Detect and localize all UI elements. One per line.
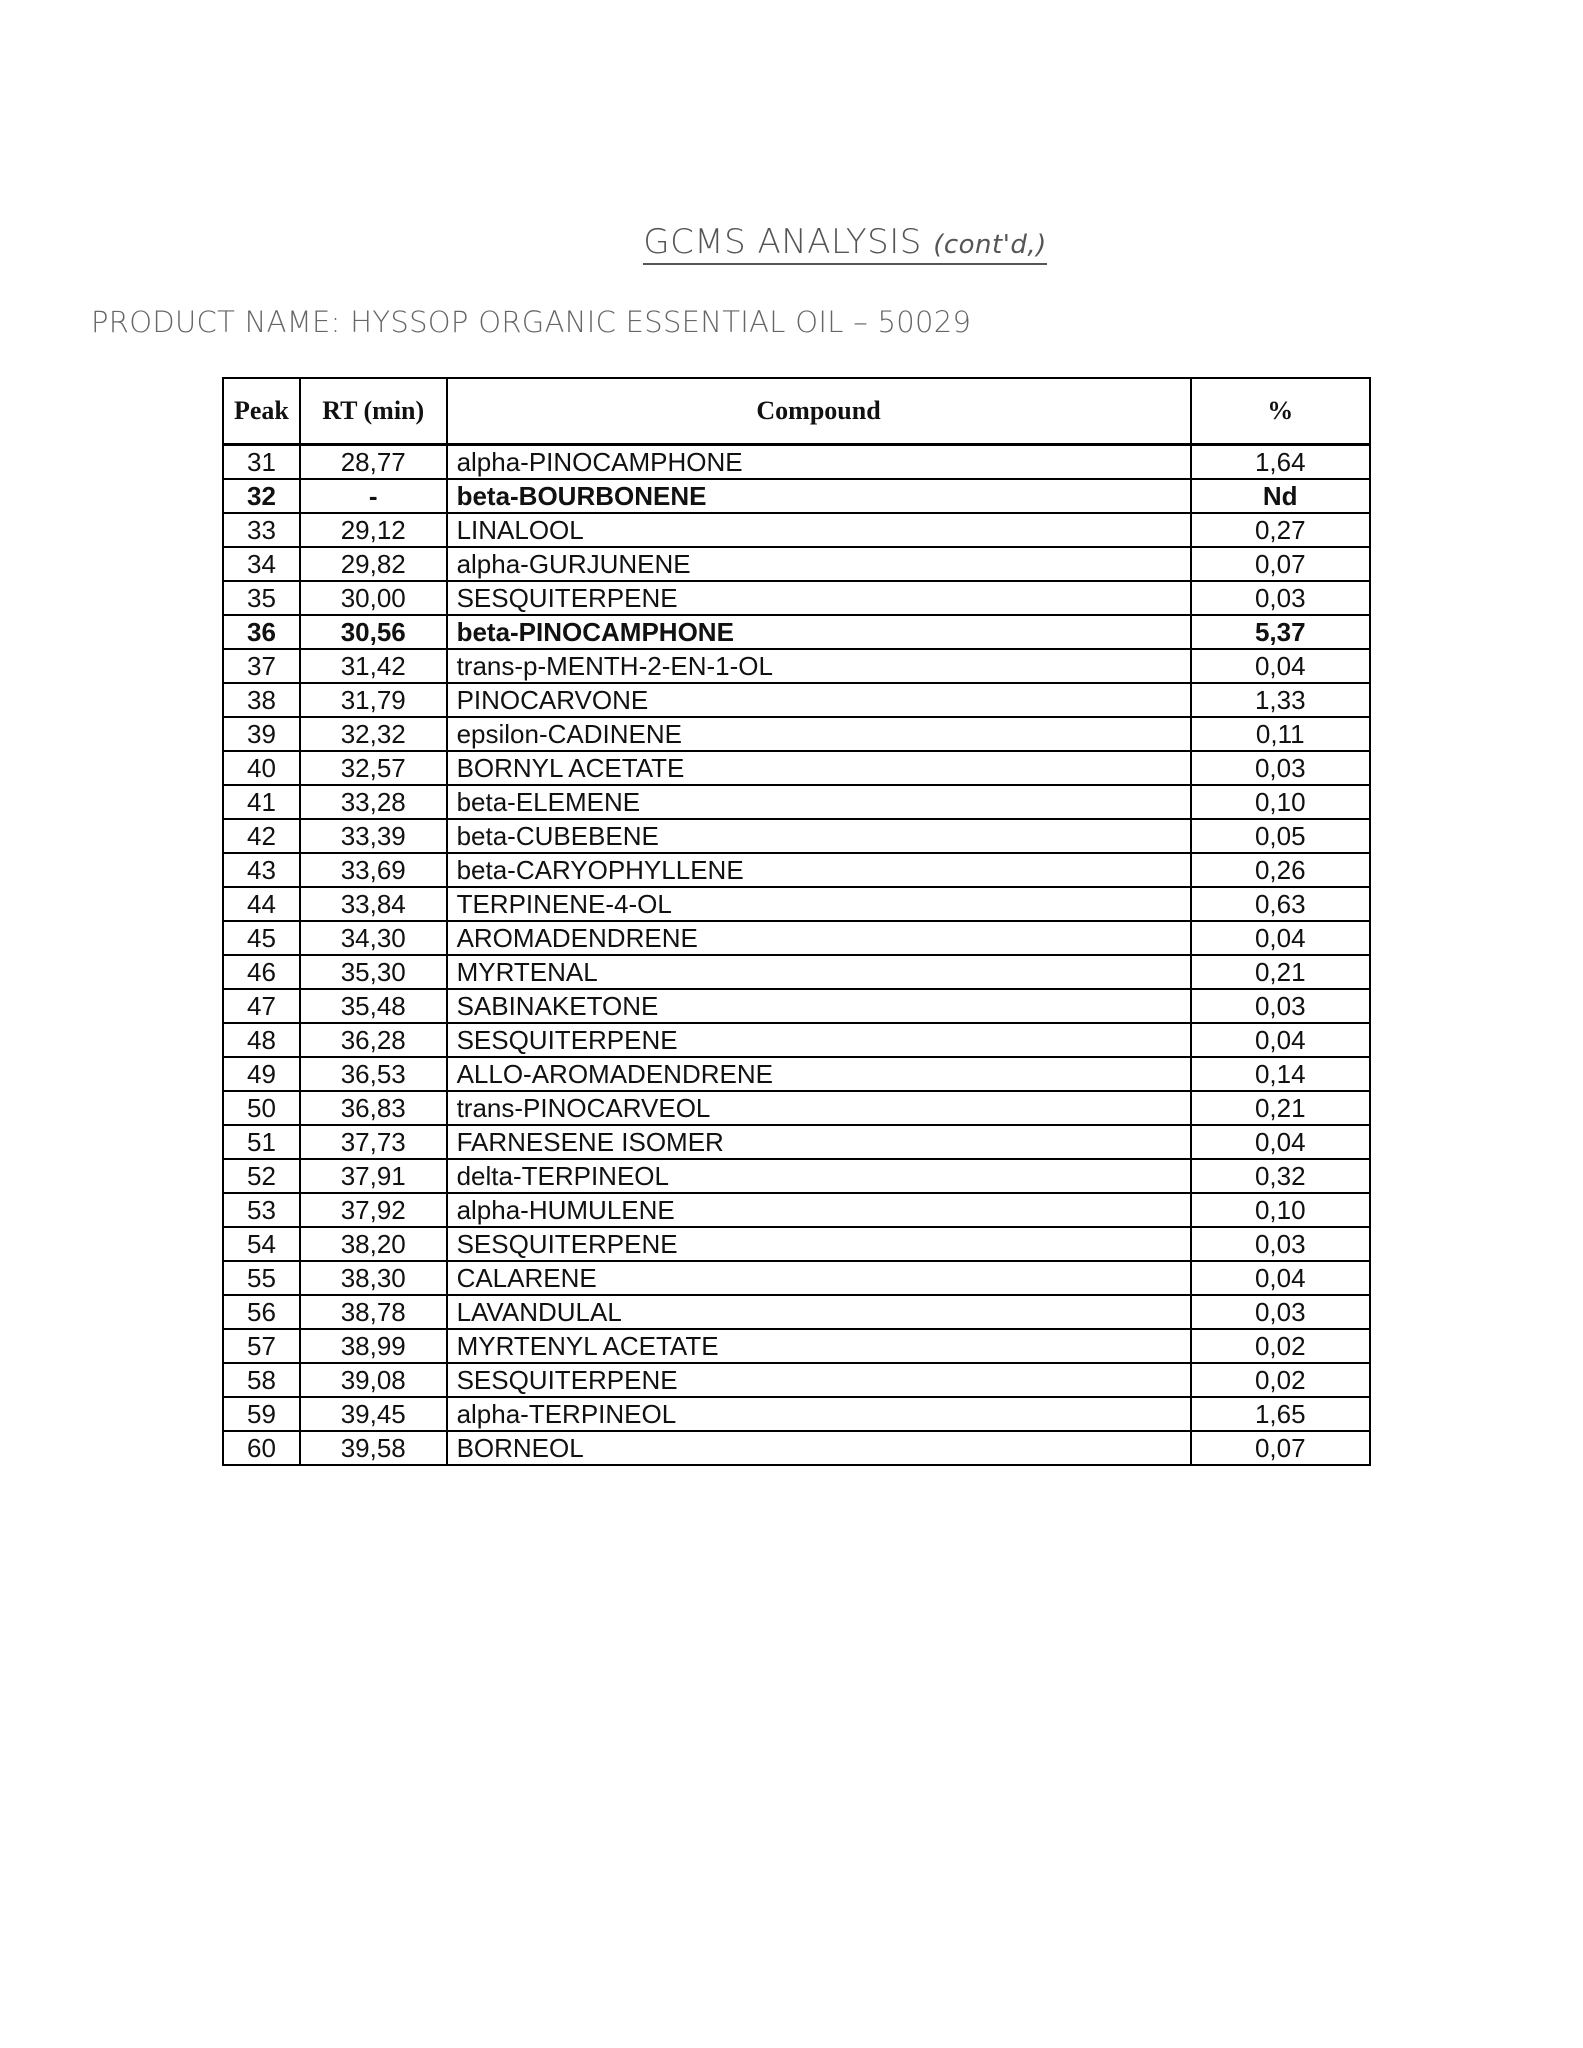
cell-compound: alpha-TERPINEOL: [447, 1397, 1191, 1431]
page-title-contd: (cont'd,): [933, 230, 1047, 260]
cell-rt: 38,78: [300, 1295, 447, 1329]
cell-rt: 39,08: [300, 1363, 447, 1397]
table-row: [223, 1261, 1370, 1295]
cell-rt: 31,42: [300, 649, 447, 683]
cell-compound: SABINAKETONE: [447, 989, 1191, 1023]
cell-compound: MYRTENAL: [447, 955, 1191, 989]
cell-rt: 28,77: [300, 445, 447, 480]
header-compound: Compound: [447, 378, 1191, 445]
cell-peak: 54: [223, 1227, 300, 1261]
cell-peak: 42: [223, 819, 300, 853]
cell-peak: 46: [223, 955, 300, 989]
cell-percent: 0,05: [1191, 819, 1371, 853]
cell-compound: FARNESENE ISOMER: [447, 1125, 1191, 1159]
table-row: [223, 853, 1370, 887]
cell-compound: PINOCARVONE: [447, 683, 1191, 717]
cell-compound: alpha-PINOCAMPHONE: [447, 445, 1191, 480]
cell-peak: 39: [223, 717, 300, 751]
table-row: [223, 547, 1370, 581]
cell-rt: 32,32: [300, 717, 447, 751]
cell-percent: Nd: [1191, 479, 1371, 513]
table-row: [223, 1431, 1370, 1465]
table-row: [223, 717, 1370, 751]
cell-peak: 37: [223, 649, 300, 683]
cell-percent: 0,63: [1191, 887, 1371, 921]
cell-compound: beta-ELEMENE: [447, 785, 1191, 819]
cell-rt: 35,30: [300, 955, 447, 989]
table-row: [223, 479, 1370, 513]
cell-rt: 37,91: [300, 1159, 447, 1193]
cell-percent: 0,21: [1191, 955, 1371, 989]
cell-percent: 0,32: [1191, 1159, 1371, 1193]
cell-peak: 40: [223, 751, 300, 785]
cell-peak: 34: [223, 547, 300, 581]
cell-rt: 38,20: [300, 1227, 447, 1261]
cell-percent: 1,64: [1191, 445, 1371, 480]
cell-compound: SESQUITERPENE: [447, 581, 1191, 615]
cell-percent: 0,02: [1191, 1329, 1371, 1363]
cell-peak: 51: [223, 1125, 300, 1159]
cell-peak: 31: [223, 445, 300, 480]
cell-rt: 36,28: [300, 1023, 447, 1057]
cell-rt: 37,73: [300, 1125, 447, 1159]
table-row: [223, 1397, 1370, 1431]
cell-percent: 0,27: [1191, 513, 1371, 547]
table-row: [223, 751, 1370, 785]
cell-rt: 30,00: [300, 581, 447, 615]
page-title-main: GCMS ANALYSIS: [643, 222, 922, 262]
cell-peak: 48: [223, 1023, 300, 1057]
table-row: [223, 1159, 1370, 1193]
header-peak: Peak: [223, 378, 300, 445]
cell-peak: 38: [223, 683, 300, 717]
table-row: [223, 1193, 1370, 1227]
cell-rt: 36,83: [300, 1091, 447, 1125]
cell-rt: 29,12: [300, 513, 447, 547]
cell-percent: 0,04: [1191, 1125, 1371, 1159]
cell-percent: 1,65: [1191, 1397, 1371, 1431]
cell-peak: 58: [223, 1363, 300, 1397]
cell-rt: 29,82: [300, 547, 447, 581]
page-title-underlined: [643, 222, 1047, 265]
cell-compound: trans-p-MENTH-2-EN-1-OL: [447, 649, 1191, 683]
cell-rt: 31,79: [300, 683, 447, 717]
cell-compound: AROMADENDRENE: [447, 921, 1191, 955]
table-row: [223, 1125, 1370, 1159]
cell-peak: 36: [223, 615, 300, 649]
cell-percent: 0,04: [1191, 921, 1371, 955]
cell-compound: BORNEOL: [447, 1431, 1191, 1465]
cell-rt: -: [300, 479, 447, 513]
cell-peak: 35: [223, 581, 300, 615]
cell-rt: 35,48: [300, 989, 447, 1023]
cell-percent: 0,10: [1191, 785, 1371, 819]
table-row: [223, 1227, 1370, 1261]
cell-compound: BORNYL ACETATE: [447, 751, 1191, 785]
cell-rt: 30,56: [300, 615, 447, 649]
cell-rt: 32,57: [300, 751, 447, 785]
cell-compound: SESQUITERPENE: [447, 1363, 1191, 1397]
cell-percent: 0,14: [1191, 1057, 1371, 1091]
cell-compound: beta-CUBEBENE: [447, 819, 1191, 853]
table-row: [223, 785, 1370, 819]
table-row: [223, 649, 1370, 683]
cell-peak: 50: [223, 1091, 300, 1125]
cell-peak: 41: [223, 785, 300, 819]
cell-compound: epsilon-CADINENE: [447, 717, 1191, 751]
cell-rt: 36,53: [300, 1057, 447, 1091]
cell-percent: 0,04: [1191, 1023, 1371, 1057]
table-row: [223, 921, 1370, 955]
cell-rt: 38,30: [300, 1261, 447, 1295]
cell-compound: delta-TERPINEOL: [447, 1159, 1191, 1193]
cell-percent: 0,04: [1191, 649, 1371, 683]
header-rt: RT (min): [300, 378, 447, 445]
table-row: [223, 955, 1370, 989]
table-row: [223, 989, 1370, 1023]
table-row: [223, 887, 1370, 921]
cell-compound: beta-PINOCAMPHONE: [447, 615, 1191, 649]
table-row: [223, 1295, 1370, 1329]
table-row: [223, 581, 1370, 615]
cell-compound: beta-BOURBONENE: [447, 479, 1191, 513]
cell-peak: 47: [223, 989, 300, 1023]
cell-compound: alpha-GURJUNENE: [447, 547, 1191, 581]
cell-rt: 33,84: [300, 887, 447, 921]
cell-peak: 43: [223, 853, 300, 887]
table-row: [223, 1057, 1370, 1091]
cell-compound: trans-PINOCARVEOL: [447, 1091, 1191, 1125]
cell-percent: 0,03: [1191, 1295, 1371, 1329]
cell-compound: TERPINENE-4-OL: [447, 887, 1191, 921]
table-row: [223, 683, 1370, 717]
cell-compound: SESQUITERPENE: [447, 1227, 1191, 1261]
cell-percent: 0,10: [1191, 1193, 1371, 1227]
cell-rt: 38,99: [300, 1329, 447, 1363]
table-row: [223, 1329, 1370, 1363]
cell-compound: CALARENE: [447, 1261, 1191, 1295]
cell-rt: 33,28: [300, 785, 447, 819]
cell-peak: 52: [223, 1159, 300, 1193]
cell-peak: 44: [223, 887, 300, 921]
cell-percent: 0,02: [1191, 1363, 1371, 1397]
cell-percent: 0,03: [1191, 751, 1371, 785]
cell-peak: 57: [223, 1329, 300, 1363]
cell-peak: 45: [223, 921, 300, 955]
cell-compound: alpha-HUMULENE: [447, 1193, 1191, 1227]
table-header-row: [223, 378, 1370, 445]
cell-percent: 0,03: [1191, 1227, 1371, 1261]
table-row: [223, 1023, 1370, 1057]
product-name-line: PRODUCT NAME: HYSSOP ORGANIC ESSENTIAL OIL – 50029: [91, 305, 972, 339]
cell-peak: 59: [223, 1397, 300, 1431]
cell-rt: 33,69: [300, 853, 447, 887]
cell-percent: 0,07: [1191, 547, 1371, 581]
cell-rt: 37,92: [300, 1193, 447, 1227]
cell-compound: ALLO-AROMADENDRENE: [447, 1057, 1191, 1091]
table-row: [223, 445, 1370, 480]
cell-peak: 55: [223, 1261, 300, 1295]
cell-peak: 32: [223, 479, 300, 513]
cell-compound: MYRTENYL ACETATE: [447, 1329, 1191, 1363]
table-row: [223, 819, 1370, 853]
table-row: [223, 513, 1370, 547]
cell-percent: 0,26: [1191, 853, 1371, 887]
cell-percent: 0,11: [1191, 717, 1371, 751]
cell-percent: 0,03: [1191, 581, 1371, 615]
cell-percent: 5,37: [1191, 615, 1371, 649]
header-percent: %: [1191, 378, 1371, 445]
table-row: [223, 1091, 1370, 1125]
cell-percent: 0,03: [1191, 989, 1371, 1023]
cell-percent: 1,33: [1191, 683, 1371, 717]
table-body: [223, 445, 1370, 1466]
cell-peak: 53: [223, 1193, 300, 1227]
cell-compound: LAVANDULAL: [447, 1295, 1191, 1329]
cell-percent: 0,07: [1191, 1431, 1371, 1465]
cell-peak: 56: [223, 1295, 300, 1329]
cell-rt: 33,39: [300, 819, 447, 853]
cell-rt: 39,45: [300, 1397, 447, 1431]
cell-rt: 39,58: [300, 1431, 447, 1465]
cell-percent: 0,04: [1191, 1261, 1371, 1295]
table-row: [223, 1363, 1370, 1397]
cell-rt: 34,30: [300, 921, 447, 955]
cell-compound: SESQUITERPENE: [447, 1023, 1191, 1057]
table-row: [223, 615, 1370, 649]
cell-percent: 0,21: [1191, 1091, 1371, 1125]
cell-peak: 60: [223, 1431, 300, 1465]
cell-peak: 33: [223, 513, 300, 547]
gcms-table: [222, 377, 1371, 1466]
cell-compound: beta-CARYOPHYLLENE: [447, 853, 1191, 887]
cell-compound: LINALOOL: [447, 513, 1191, 547]
cell-peak: 49: [223, 1057, 300, 1091]
page-title: [0, 222, 1583, 262]
